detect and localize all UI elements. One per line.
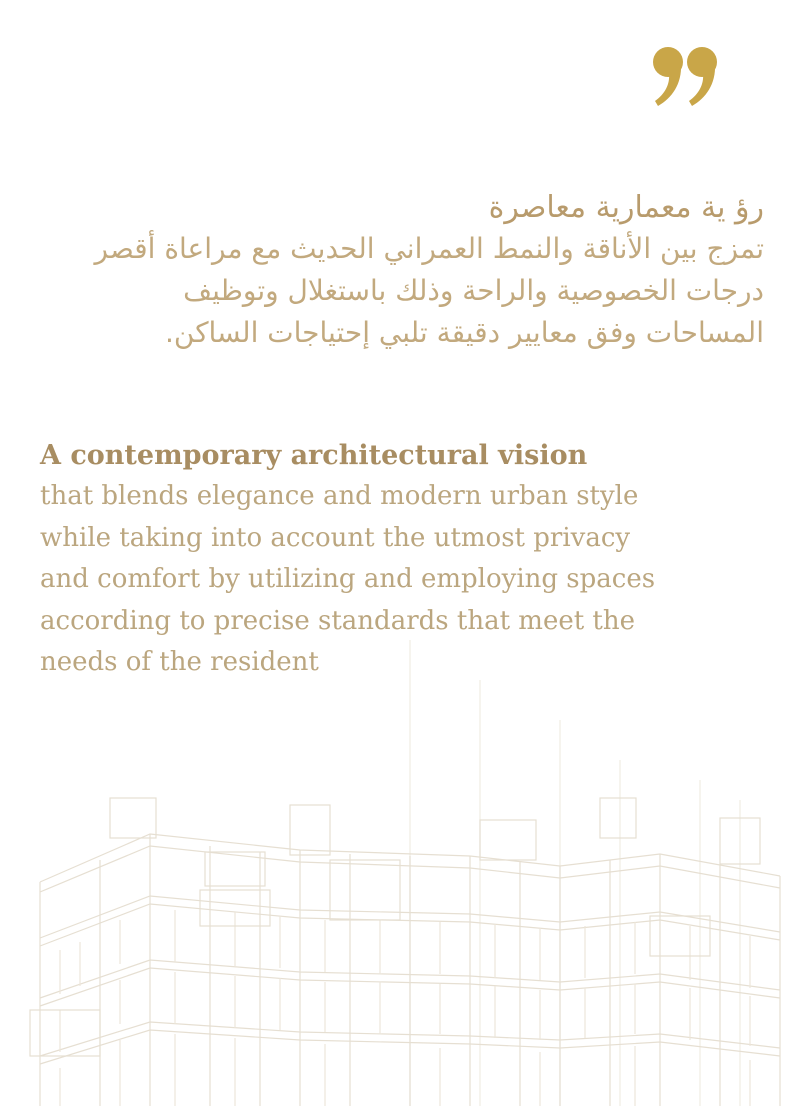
arabic-line-2: درجات الخصوصية والراحة وذلك باستغلال وتوظيف [183, 274, 764, 307]
english-line-2: while taking into account the utmost privacy [40, 522, 631, 553]
arabic-line-3: المساحات وفق معايير دقيقة تلبي إحتياجات الساكن. [164, 316, 764, 349]
english-heading: A contemporary architectural vision [40, 440, 588, 471]
arabic-text-block [24, 188, 764, 354]
english-line-4: according to precise standards that meet the [40, 605, 636, 636]
english-line-5: needs of the resident [40, 647, 319, 677]
arabic-heading: رؤ ية معمارية معاصرة [488, 190, 764, 225]
english-line-1: that blends elegance and modern urban style [40, 481, 639, 511]
building-sketch [0, 620, 800, 1106]
closing-quote-icon [648, 40, 728, 112]
arabic-line-1: تمزج بين الأناقة والنمط العمراني الحديث مع مراعاة أقصر [94, 232, 764, 265]
english-line-3: and comfort by utilizing and employing spaces [40, 564, 656, 594]
